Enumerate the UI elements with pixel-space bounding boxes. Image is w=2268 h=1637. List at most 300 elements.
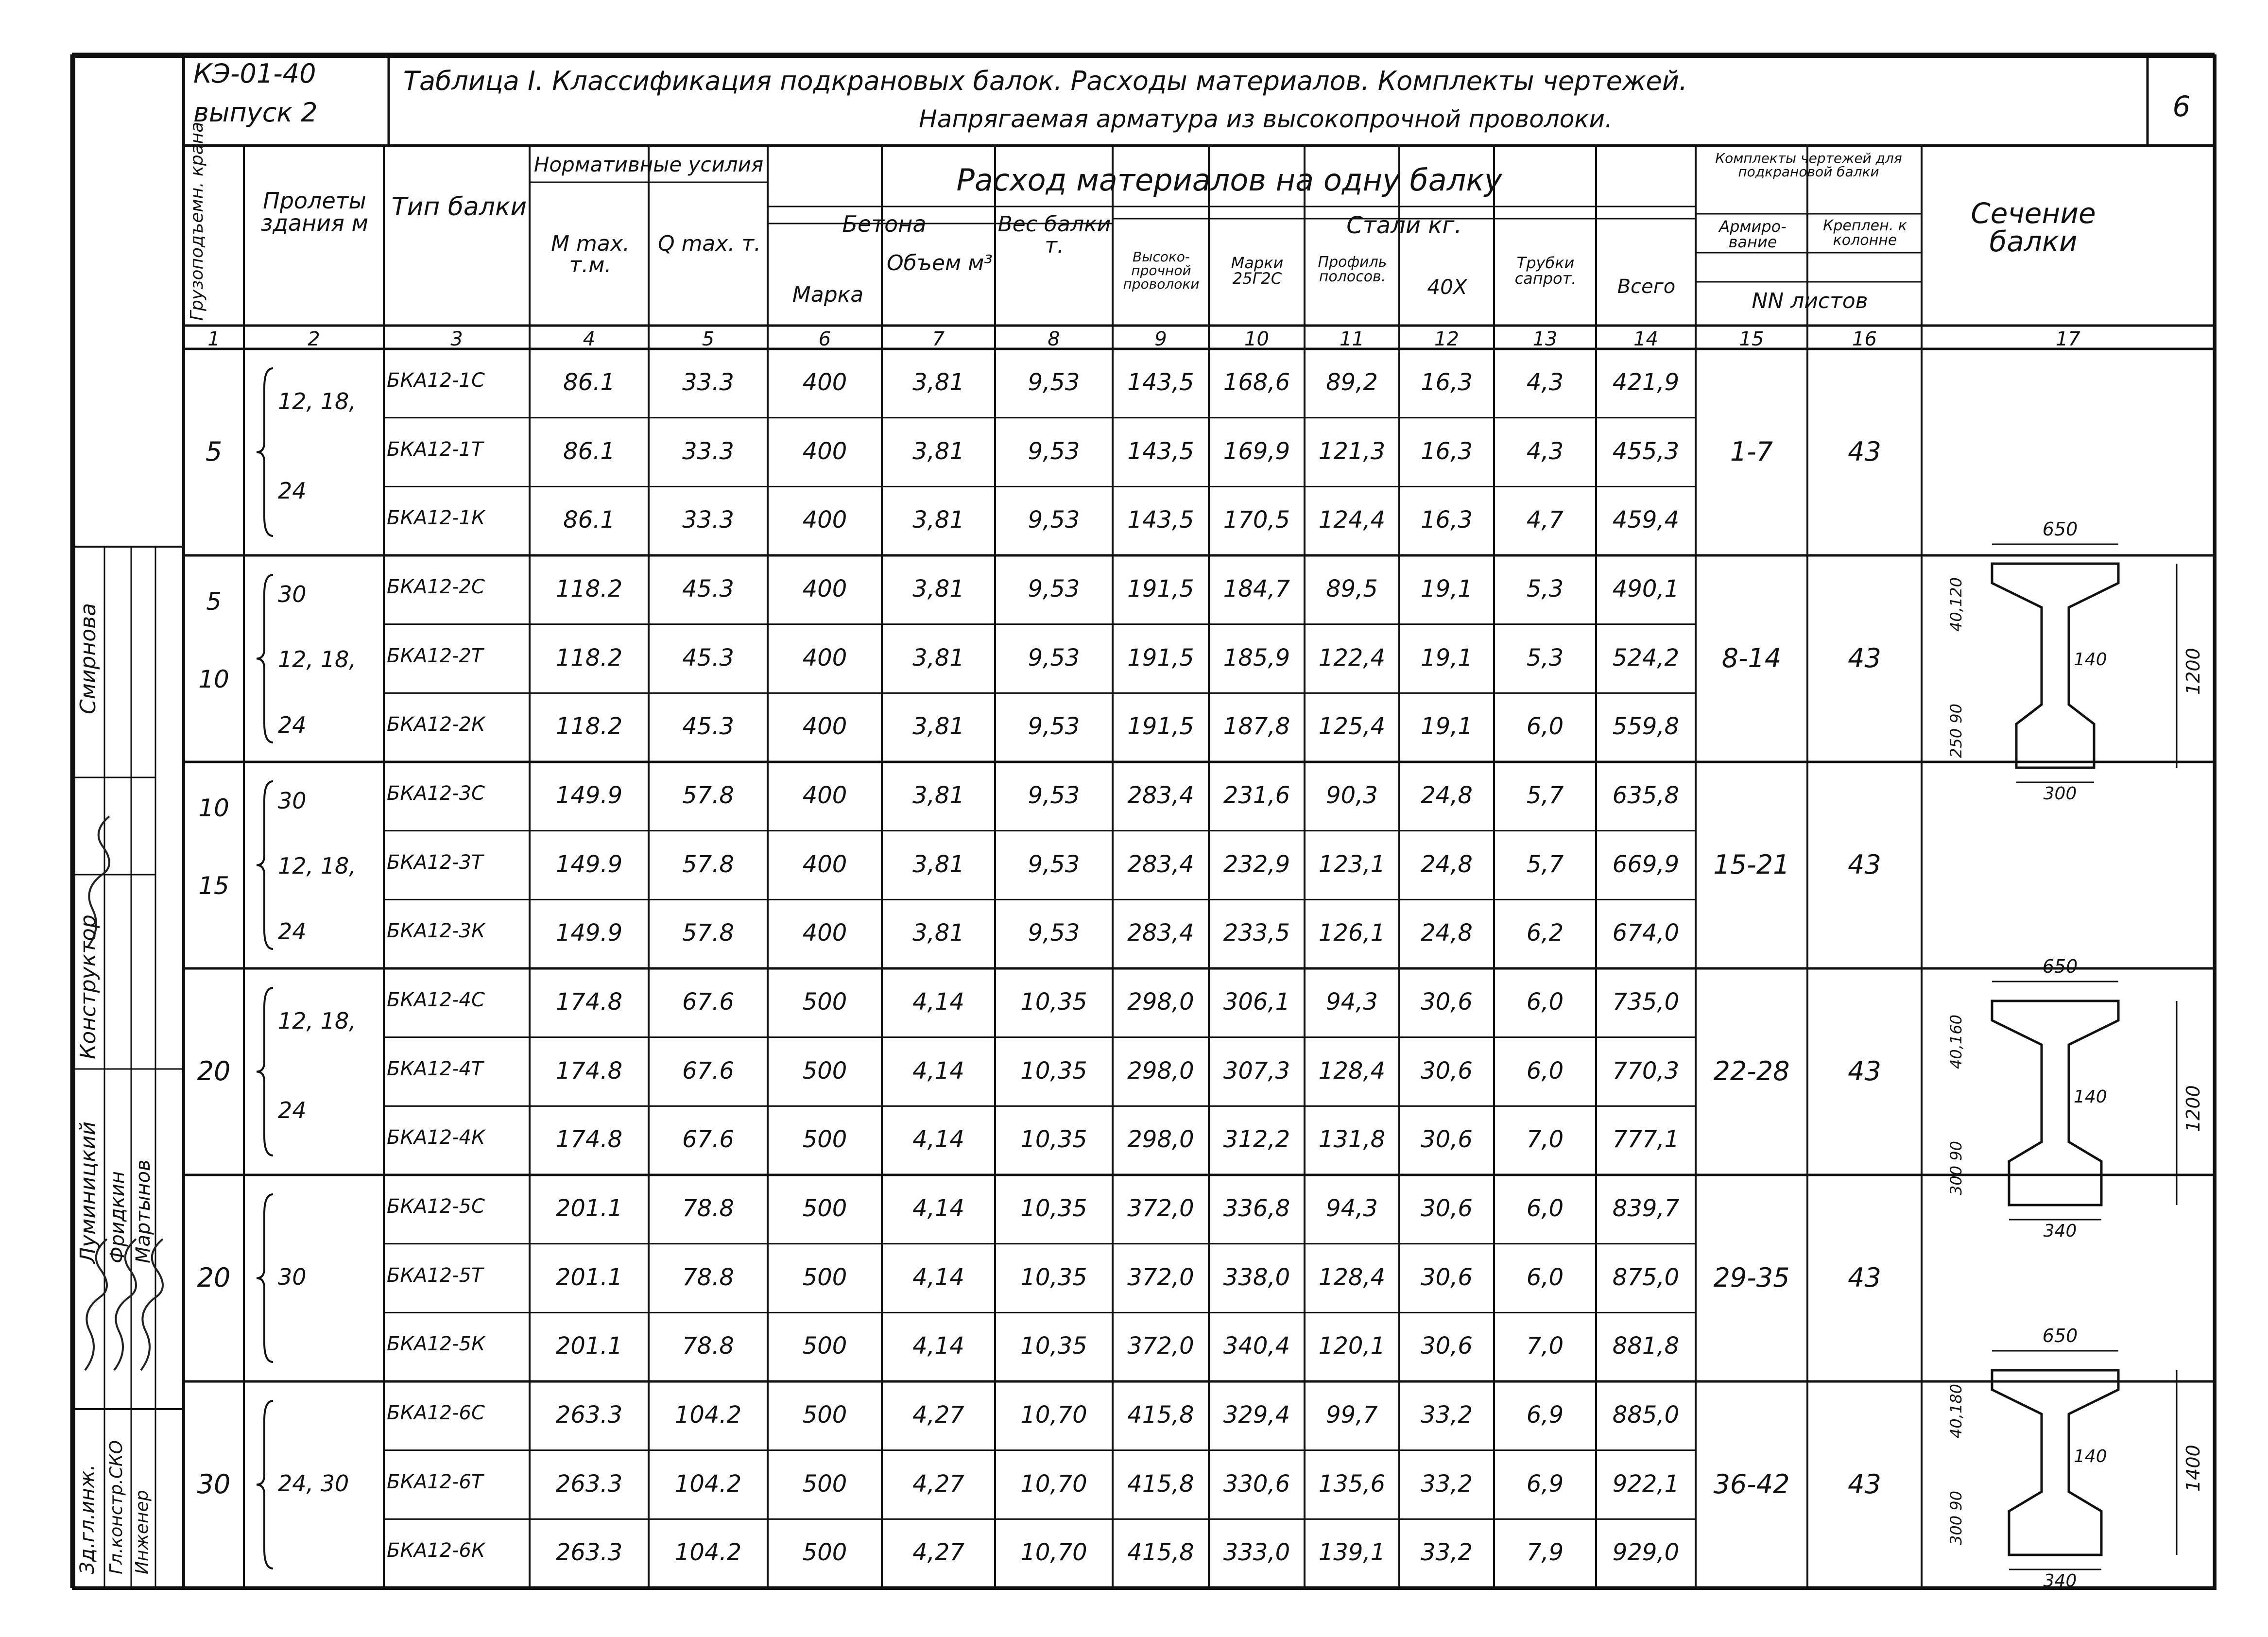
cell-value: 10,35 [1020, 1194, 1087, 1222]
cell-value: 78.8 [682, 1263, 734, 1291]
attachment-sheet: 43 [1848, 849, 1881, 880]
cell-value: 3,81 [912, 575, 964, 603]
span-value: 30 [278, 1263, 307, 1290]
crane-capacity: 30 [197, 1468, 231, 1499]
column-number: 11 [1340, 328, 1364, 350]
dim-flange: 40,120 [1947, 577, 1965, 632]
cell-value: 6,0 [1526, 1057, 1564, 1085]
cell-value: 30,6 [1421, 988, 1473, 1016]
cell-value: 306,1 [1223, 988, 1290, 1016]
cell-value: 3,81 [912, 919, 964, 947]
cell-value: 4,3 [1526, 368, 1564, 396]
cell-value: 174.8 [555, 988, 623, 1016]
cell-value: 5,3 [1526, 644, 1564, 672]
span-value: 30 [278, 787, 307, 814]
cell-value: 4,14 [912, 1332, 964, 1360]
col-header-40x: 40Х [1427, 275, 1467, 299]
beam-type: БКА12-4К [387, 1126, 485, 1149]
cell-value: 143,5 [1127, 368, 1194, 396]
column-number: 9 [1154, 328, 1167, 350]
cell-value: 6,0 [1526, 1263, 1564, 1291]
crane-capacity: 5 [206, 587, 222, 616]
cell-value: 400 [802, 506, 847, 534]
col-header-type: Тип балки [391, 192, 527, 222]
cell-value: 33,2 [1421, 1401, 1473, 1429]
dim-web: 140 [2074, 650, 2107, 670]
cell-value: 104.2 [674, 1401, 742, 1429]
cell-value: 4,14 [912, 1263, 964, 1291]
cell-value: 735,0 [1612, 988, 1680, 1016]
cell-value: 125,4 [1318, 713, 1386, 741]
beam-type: БКА12-2Т [387, 644, 483, 667]
span-brace [257, 368, 273, 536]
cell-value: 149.9 [555, 850, 623, 878]
cell-value: 30,6 [1421, 1057, 1473, 1085]
cell-value: 99,7 [1326, 1401, 1378, 1429]
cell-value: 9,53 [1028, 644, 1080, 672]
cell-value: 126,1 [1318, 919, 1386, 947]
cell-value: 839,7 [1612, 1194, 1680, 1222]
cell-value: 7,0 [1526, 1126, 1564, 1154]
cell-value: 104.2 [674, 1539, 742, 1567]
cell-value: 283,4 [1127, 781, 1194, 809]
cell-value: 118.2 [555, 575, 623, 603]
beam-type: БКА12-2К [387, 713, 485, 736]
cell-value: 770,3 [1612, 1057, 1680, 1085]
cell-value: 19,1 [1421, 713, 1473, 741]
attachment-sheet: 43 [1848, 642, 1881, 673]
cell-value: 30,6 [1421, 1263, 1473, 1291]
cell-value: 24,8 [1421, 781, 1473, 809]
cell-value: 500 [802, 988, 847, 1016]
span-brace [257, 781, 273, 949]
attachment-sheet: 43 [1848, 436, 1881, 467]
cell-value: 455,3 [1612, 437, 1680, 465]
cell-value: 128,4 [1318, 1263, 1386, 1291]
cell-value: 233,5 [1223, 919, 1290, 947]
col-header-25g2s: Марки 25Г2С [1231, 254, 1284, 288]
cell-value: 330,6 [1223, 1470, 1290, 1498]
cell-value: 24,8 [1421, 850, 1473, 878]
col-header-spans: Пролеты здания м [260, 188, 369, 236]
span-value: 12, 18, [278, 853, 356, 879]
cell-value: 67.6 [682, 1126, 734, 1154]
cell-value: 372,0 [1127, 1194, 1194, 1222]
beam-type: БКА12-1Т [387, 438, 483, 461]
cell-value: 298,0 [1127, 1126, 1194, 1154]
cell-value: 500 [802, 1470, 847, 1498]
cell-value: 191,5 [1127, 575, 1194, 603]
beam-type: БКА12-5К [387, 1333, 485, 1356]
cell-value: 57.8 [682, 781, 734, 809]
cell-value: 33,2 [1421, 1470, 1473, 1498]
dim-top-width: 650 [2042, 1325, 2078, 1346]
dim-web: 140 [2074, 1447, 2107, 1466]
cell-value: 86.1 [563, 368, 615, 396]
cell-value: 263.3 [555, 1539, 623, 1567]
stamp-name: Смирнова [76, 603, 101, 714]
beam-type: БКА12-1К [387, 507, 485, 530]
col-header-forces: Нормативные усилия [533, 153, 764, 176]
span-value: 24, 30 [278, 1470, 349, 1497]
cell-value: 30,6 [1421, 1332, 1473, 1360]
cell-value: 500 [802, 1194, 847, 1222]
cell-value: 3,81 [912, 506, 964, 534]
cell-value: 875,0 [1612, 1263, 1680, 1291]
cell-value: 10,35 [1020, 1332, 1087, 1360]
cell-value: 33.3 [682, 506, 734, 534]
cell-value: 4,14 [912, 1194, 964, 1222]
cell-value: 421,9 [1612, 368, 1680, 396]
column-number: 1 [207, 328, 220, 350]
cell-value: 400 [802, 437, 847, 465]
col-header-wire: Высоко-прочной проволоки [1123, 249, 1200, 292]
cell-value: 500 [802, 1263, 847, 1291]
drawing-sheets: 22-28 [1713, 1055, 1790, 1086]
table-subtitle: Напрягаемая арматура из высокопрочной проволоки. [919, 105, 1613, 133]
cell-value: 669,9 [1612, 850, 1680, 878]
cell-value: 6,0 [1526, 1194, 1564, 1222]
col-header-mmax: M max. т.м. [551, 231, 630, 277]
cell-value: 45.3 [682, 575, 734, 603]
cell-value: 10,35 [1020, 1057, 1087, 1085]
span-brace [257, 1401, 273, 1568]
col-header-grade: Марка [792, 282, 864, 307]
stamp-role: Гл.констр.СКО [106, 1440, 126, 1574]
cell-value: 5,7 [1526, 850, 1564, 878]
cell-value: 9,53 [1028, 368, 1080, 396]
cell-value: 524,2 [1612, 644, 1680, 672]
dim-height: 1200 [2182, 1085, 2204, 1132]
cell-value: 4,14 [912, 1057, 964, 1085]
dim-flange: 40,160 [1947, 1015, 1965, 1069]
attachment-sheet: 43 [1848, 1468, 1881, 1499]
cell-value: 4,3 [1526, 437, 1564, 465]
column-number: 3 [450, 328, 463, 350]
doc-issue: выпуск 2 [193, 97, 318, 128]
cell-value: 30,6 [1421, 1194, 1473, 1222]
beam-type: БКА12-3С [387, 782, 485, 805]
beam-type: БКА12-6К [387, 1539, 485, 1562]
cell-value: 45.3 [682, 644, 734, 672]
column-number: 12 [1434, 328, 1459, 350]
cell-value: 16,3 [1421, 506, 1473, 534]
cell-value: 6,0 [1526, 988, 1564, 1016]
col-header-tubes: Трубки сапрот. [1514, 254, 1577, 288]
col-header-volume: Объем м³ [887, 251, 993, 276]
column-number: 8 [1048, 328, 1060, 350]
cell-value: 312,2 [1223, 1126, 1290, 1154]
cell-value: 94,3 [1326, 988, 1378, 1016]
cell-value: 9,53 [1028, 506, 1080, 534]
cell-value: 372,0 [1127, 1263, 1194, 1291]
stamp-name: Мартынов [132, 1159, 155, 1263]
cell-value: 400 [802, 781, 847, 809]
cell-value: 500 [802, 1126, 847, 1154]
cell-value: 400 [802, 644, 847, 672]
dim-height: 1200 [2182, 648, 2204, 695]
col-header-weight: Вес балки т. [997, 212, 1111, 258]
cell-value: 263.3 [555, 1470, 623, 1498]
col-header-section: Сечение балки [1971, 197, 2096, 258]
dim-lower: 300 90 [1947, 1141, 1965, 1195]
cell-value: 16,3 [1421, 437, 1473, 465]
cell-value: 139,1 [1318, 1539, 1386, 1567]
cell-value: 6,0 [1526, 713, 1564, 741]
cell-value: 336,8 [1223, 1194, 1290, 1222]
cell-value: 307,3 [1223, 1057, 1290, 1085]
cell-value: 94,3 [1326, 1194, 1378, 1222]
cell-value: 131,8 [1318, 1126, 1386, 1154]
cell-value: 490,1 [1612, 575, 1680, 603]
span-value: 12, 18, [278, 388, 356, 414]
stamp-role: Зд.гл.инж. [76, 1464, 99, 1574]
cell-value: 19,1 [1421, 644, 1473, 672]
stamp-name: Фридкин [106, 1171, 129, 1263]
cell-value: 201.1 [555, 1332, 623, 1360]
cell-value: 78.8 [682, 1332, 734, 1360]
cell-value: 184,7 [1223, 575, 1290, 603]
cell-value: 57.8 [682, 919, 734, 947]
beam-type: БКА12-3К [387, 920, 485, 943]
column-number: 14 [1633, 328, 1658, 350]
cell-value: 283,4 [1127, 850, 1194, 878]
cell-value: 500 [802, 1401, 847, 1429]
cell-value: 33,2 [1421, 1539, 1473, 1567]
cell-value: 78.8 [682, 1194, 734, 1222]
cell-value: 10,35 [1020, 1263, 1087, 1291]
span-value: 24 [278, 918, 307, 945]
crane-capacity: 15 [198, 872, 229, 900]
dim-top-width: 650 [2042, 956, 2078, 977]
beam-type: БКА12-6Т [387, 1470, 483, 1493]
stamp-name: Луминицкий [76, 1121, 101, 1263]
cell-value: 120,1 [1318, 1332, 1386, 1360]
column-number: 7 [932, 328, 945, 350]
cell-value: 57.8 [682, 850, 734, 878]
col-header-total: Всего [1617, 276, 1676, 298]
dim-flange: 40,180 [1947, 1384, 1965, 1438]
cell-value: 9,53 [1028, 781, 1080, 809]
cell-value: 33.3 [682, 437, 734, 465]
beam-type: БКА12-2С [387, 575, 485, 598]
cell-value: 24,8 [1421, 919, 1473, 947]
column-number: 6 [818, 328, 831, 350]
column-number: 4 [583, 328, 596, 350]
cell-value: 635,8 [1612, 781, 1680, 809]
cell-value: 9,53 [1028, 713, 1080, 741]
dim-lower: 250 90 [1947, 704, 1965, 758]
cell-value: 185,9 [1223, 644, 1290, 672]
cell-value: 149.9 [555, 781, 623, 809]
cell-value: 298,0 [1127, 988, 1194, 1016]
col-header-reinforcement: Армиро-вание [1719, 217, 1787, 251]
cell-value: 33.3 [682, 368, 734, 396]
cell-value: 3,81 [912, 644, 964, 672]
cell-value: 372,0 [1127, 1332, 1194, 1360]
cell-value: 89,5 [1326, 575, 1378, 603]
cell-value: 232,9 [1223, 850, 1290, 878]
crane-capacity: 10 [198, 794, 229, 822]
dim-height: 1400 [2182, 1445, 2204, 1492]
cell-value: 45.3 [682, 713, 734, 741]
stamp-role: Инженер [132, 1490, 152, 1574]
cell-value: 143,5 [1127, 437, 1194, 465]
cell-value: 4,14 [912, 1126, 964, 1154]
cell-value: 400 [802, 575, 847, 603]
cell-value: 3,81 [912, 368, 964, 396]
cell-value: 169,9 [1223, 437, 1290, 465]
cell-value: 5,3 [1526, 575, 1564, 603]
cell-value: 263.3 [555, 1401, 623, 1429]
cell-value: 500 [802, 1057, 847, 1085]
col-header-steel: Стали кг. [1346, 212, 1462, 239]
cell-value: 3,81 [912, 850, 964, 878]
column-number: 17 [2056, 328, 2080, 350]
cell-value: 231,6 [1223, 781, 1290, 809]
cell-value: 4,7 [1526, 506, 1564, 534]
beam-type: БКА12-1С [387, 369, 485, 392]
dim-bottom-width: 300 [2043, 784, 2077, 804]
col-header-consumption: Расход материалов на одну балку [956, 162, 1502, 198]
cell-value: 415,8 [1127, 1539, 1194, 1567]
span-value: 24 [278, 478, 307, 504]
cell-value: 10,70 [1020, 1470, 1087, 1498]
cell-value: 170,5 [1223, 506, 1290, 534]
span-brace [257, 988, 273, 1155]
column-number: 13 [1532, 328, 1558, 350]
beam-type: БКА12-3Т [387, 851, 483, 874]
cell-value: 135,6 [1318, 1470, 1386, 1498]
attachment-sheet: 43 [1848, 1262, 1881, 1293]
cell-value: 500 [802, 1539, 847, 1567]
cell-value: 3,81 [912, 781, 964, 809]
cell-value: 89,2 [1326, 368, 1378, 396]
span-value: 24 [278, 711, 307, 738]
cell-value: 67.6 [682, 1057, 734, 1085]
cell-value: 9,53 [1028, 850, 1080, 878]
cell-value: 922,1 [1612, 1470, 1680, 1498]
sheet-number: 6 [2172, 90, 2191, 123]
cell-value: 9,53 [1028, 575, 1080, 603]
cell-value: 149.9 [555, 919, 623, 947]
cell-value: 16,3 [1421, 368, 1473, 396]
cell-value: 67.6 [682, 988, 734, 1016]
cell-value: 415,8 [1127, 1470, 1194, 1498]
drawing-sheets: 29-35 [1713, 1262, 1790, 1293]
cell-value: 3,81 [912, 713, 964, 741]
cell-value: 123,1 [1318, 850, 1386, 878]
cell-value: 459,4 [1612, 506, 1680, 534]
cell-value: 121,3 [1318, 437, 1386, 465]
cell-value: 118.2 [555, 644, 623, 672]
attachment-sheet: 43 [1848, 1055, 1881, 1086]
cell-value: 187,8 [1223, 713, 1290, 741]
cell-value: 400 [802, 368, 847, 396]
doc-code: КЭ-01-40 [193, 58, 316, 89]
cell-value: 7,9 [1526, 1539, 1564, 1567]
drawing-sheets: 1-7 [1730, 436, 1773, 467]
beam-type: БКА12-5С [387, 1195, 485, 1218]
dim-bottom-width: 340 [2043, 1221, 2077, 1241]
beam-type: БКА12-4С [387, 988, 485, 1011]
cell-value: 400 [802, 850, 847, 878]
cell-value: 298,0 [1127, 1057, 1194, 1085]
span-value: 12, 18, [278, 646, 356, 673]
cell-value: 4,27 [912, 1539, 964, 1567]
cell-value: 30,6 [1421, 1126, 1473, 1154]
cell-value: 191,5 [1127, 644, 1194, 672]
crane-capacity: 5 [205, 436, 223, 467]
cell-value: 143,5 [1127, 506, 1194, 534]
cell-value: 174.8 [555, 1126, 623, 1154]
span-brace [257, 1194, 273, 1362]
cell-value: 9,53 [1028, 437, 1080, 465]
cell-value: 400 [802, 919, 847, 947]
span-value: 12, 18, [278, 1008, 356, 1034]
dim-web: 140 [2074, 1087, 2107, 1107]
cell-value: 201.1 [555, 1263, 623, 1291]
drawing-sheets: 36-42 [1713, 1468, 1790, 1499]
cell-value: 10,35 [1020, 1126, 1087, 1154]
cell-value: 9,53 [1028, 919, 1080, 947]
cell-value: 881,8 [1612, 1332, 1680, 1360]
cell-value: 86.1 [563, 506, 615, 534]
cell-value: 559,8 [1612, 713, 1680, 741]
cell-value: 4,27 [912, 1470, 964, 1498]
cell-value: 500 [802, 1332, 847, 1360]
col-header-attachment: Креплен. к колонне [1823, 217, 1907, 249]
cell-value: 777,1 [1612, 1126, 1680, 1154]
drawing-sheets: 8-14 [1721, 642, 1782, 673]
cell-value: 415,8 [1127, 1401, 1194, 1429]
cell-value: 3,81 [912, 437, 964, 465]
col-header-capacity: Грузоподъемн. крана [187, 121, 207, 321]
cell-value: 10,70 [1020, 1539, 1087, 1567]
cell-value: 90,3 [1326, 781, 1378, 809]
cell-value: 929,0 [1612, 1539, 1680, 1567]
cell-value: 191,5 [1127, 713, 1194, 741]
column-number: 15 [1739, 328, 1764, 350]
span-value: 24 [278, 1097, 307, 1124]
crane-capacity: 20 [197, 1262, 231, 1293]
cell-value: 122,4 [1318, 644, 1386, 672]
drawing-sheets: 15-21 [1713, 849, 1790, 880]
beam-type: БКА12-6С [387, 1401, 485, 1424]
col-header-concrete: Бетона [842, 211, 927, 237]
cell-value: 10,70 [1020, 1401, 1087, 1429]
cell-value: 333,0 [1223, 1539, 1290, 1567]
cell-value: 174.8 [555, 1057, 623, 1085]
cell-value: 283,4 [1127, 919, 1194, 947]
cell-value: 201.1 [555, 1194, 623, 1222]
cell-value: 5,7 [1526, 781, 1564, 809]
cell-value: 4,27 [912, 1401, 964, 1429]
beam-type: БКА12-4Т [387, 1057, 483, 1080]
beam-type: БКА12-5Т [387, 1264, 483, 1287]
col-header-profile: Профиль полосов. [1318, 254, 1387, 285]
cell-value: 124,4 [1318, 506, 1386, 534]
cell-value: 885,0 [1612, 1401, 1680, 1429]
col-header-qmax: Q max. т. [657, 231, 761, 256]
cell-value: 400 [802, 713, 847, 741]
cell-value: 10,35 [1020, 988, 1087, 1016]
cell-value: 104.2 [674, 1470, 742, 1498]
cell-value: 6,9 [1526, 1470, 1564, 1498]
table-title: Таблица I. Классификация подкрановых балок. Расходы материалов. Комплекты чертежей. [403, 66, 1688, 96]
col-header-sheets: NN листов [1752, 289, 1868, 313]
column-number: 16 [1852, 328, 1877, 350]
